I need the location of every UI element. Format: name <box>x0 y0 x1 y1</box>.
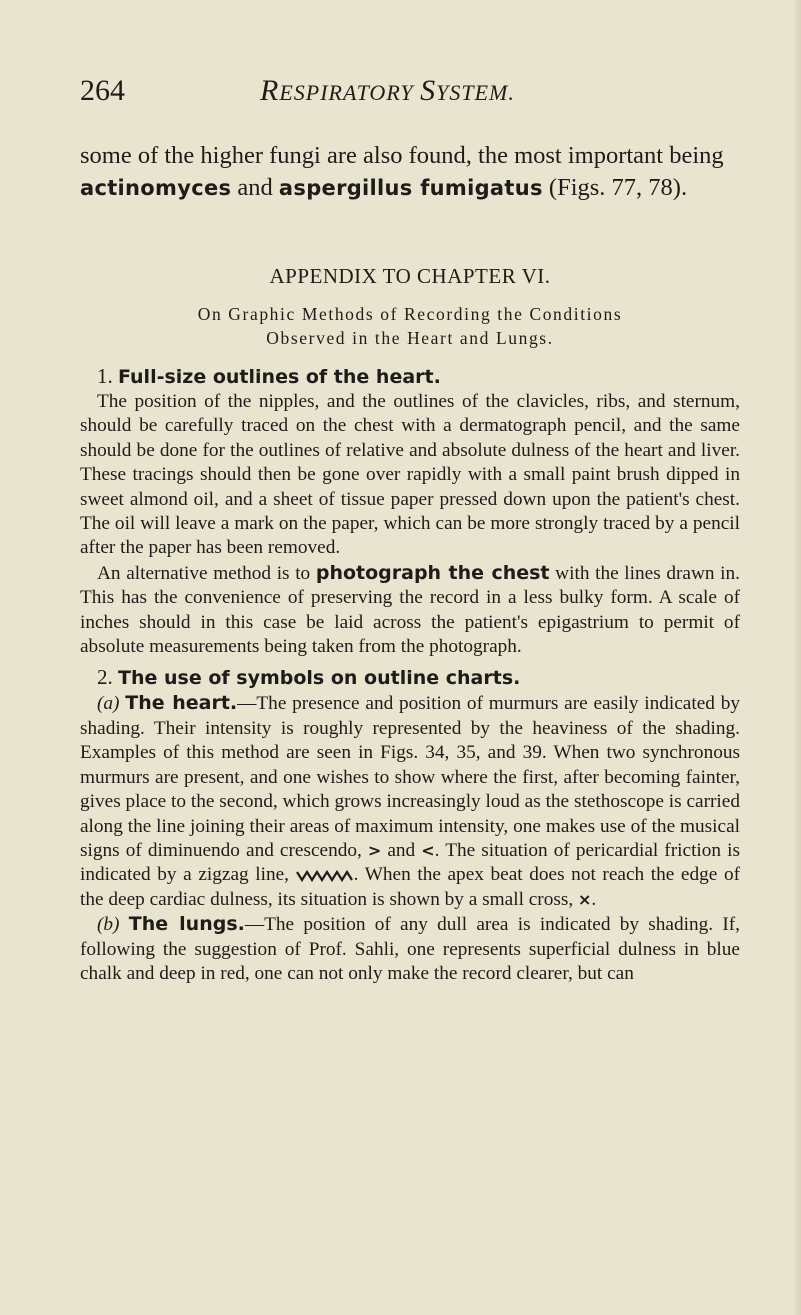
diminuendo-symbol: > <box>367 840 382 860</box>
subtitle-line-1: On Graphic Methods of Recording the Conditions <box>197 304 623 324</box>
section-1-heading: 1. Full-size outlines of the heart. <box>97 364 441 388</box>
running-title: RESPIRATORY SYSTEM. <box>260 74 515 107</box>
subheading-lungs: The lungs. <box>128 913 245 936</box>
subtitle-line-2: Observed in the Heart and Lungs. <box>266 328 554 348</box>
zigzag-icon <box>296 870 354 882</box>
appendix-subtitle <box>80 302 740 350</box>
running-head <box>80 74 740 114</box>
bold-term: aspergillus fumigatus <box>278 176 543 200</box>
section-2b-paragraph: (b) The lungs.—The position of any dull area is indicated by shading. If, following the suggestion of Prof. Sahli, one represents superficial dulness in blue chalk and deep in red, one can not only make the record clearer, but can <box>80 913 740 984</box>
section-2a-paragraph: (a) The heart.—The presence and position of murmurs are easily indicated by shading. Their intensity is roughly represented by the heaviness of the shading. Examples of this method are seen in Figs. 34, 35, and 39. When two synchronous murmurs are present, and one wishes to show where the first, after becoming fainter, gives place to the second, which grows increasingly loud as the stethoscope is carried along the line joining their areas of maximum intensity, one makes use of the musical signs of diminuendo and crescendo, > and <. The situation of pericardial friction is indicated by a zigzag line, . When the apex beat does not reach the edge of the deep cardiac dulness, its situation is shown by a small cross, ×. <box>80 692 741 910</box>
section-2-heading: 2. The use of symbols on outline charts. <box>97 665 521 690</box>
crescendo-symbol: < <box>421 840 435 860</box>
page-body <box>80 140 740 986</box>
appendix-title: APPENDIX TO CHAPTER VI. <box>269 264 551 288</box>
intro-paragraph: some of the higher fungi are also found, the most important being actinomyces and aspergillus fumigatus (Figs. 77, 78). <box>80 142 724 201</box>
section-1-paragraph-1: The position of the nipples, and the outlines of the clavicles, ribs, and sternum, should be carefully traced on the chest with a dermatograph pencil, and the same should be done for the outlines of relative and absolute dulness of the heart and liver. These tracings should then be gone over rapidly with a small paint brush dipped in sweet almond oil, and a sheet of tissue paper pressed down upon the patient's chest. The oil will leave a mark on the paper, which can be more strongly traced by a pencil after the paper has been removed. <box>80 391 740 559</box>
cross-symbol: × <box>578 889 592 909</box>
bold-term: photograph the chest <box>315 561 550 584</box>
page-number: 264 <box>80 74 125 107</box>
bold-term: actinomyces <box>80 176 232 200</box>
section-1-paragraph-2: An alternative method is to photograph the chest with the lines drawn in. This has the convenience of preserving the record in a less bulky form. A scale of inches should in this case be laid across the patient's epigastrium to permit of absolute measurements being taken from the photograph. <box>80 561 740 658</box>
subheading-heart: The heart. <box>125 692 238 715</box>
